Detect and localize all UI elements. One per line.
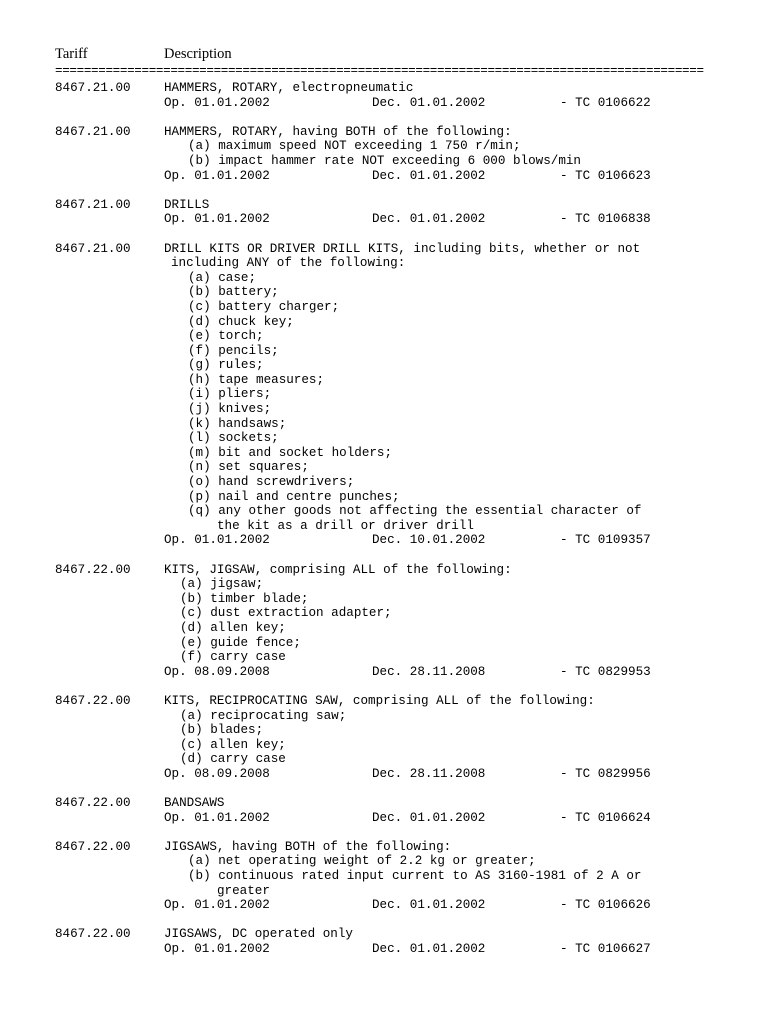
entry-line (0, 563, 768, 578)
criteria-item: (f) pencils; (188, 343, 279, 358)
tariff-concession-number: - TC 0109357 (560, 533, 651, 548)
entry-line (0, 358, 768, 373)
entry-line (0, 577, 768, 592)
entry-description: KITS, RECIPROCATING SAW, comprising ALL of the following: (164, 693, 595, 708)
entry-line (0, 125, 768, 140)
criteria-item: (n) set squares; (188, 460, 309, 475)
tariff-code: 8467.22.00 (55, 796, 131, 811)
tariff-code: 8467.22.00 (55, 562, 131, 577)
entry-line (0, 475, 768, 490)
decision-date: Dec. 10.01.2002 (372, 533, 486, 548)
criteria-item: (b) impact hammer rate NOT exceeding 6 000 blows/min (188, 153, 581, 168)
criteria-item: (p) nail and centre punches; (188, 489, 400, 504)
operative-date: Op. 01.01.2002 (164, 898, 270, 913)
criteria-item: (h) tape measures; (188, 372, 325, 387)
decision-date: Dec. 28.11.2008 (372, 766, 486, 781)
entry-line (0, 315, 768, 330)
criteria-item: (g) rules; (188, 358, 264, 373)
entry-description: DRILLS (164, 197, 210, 212)
criteria-item: (e) torch; (188, 329, 264, 344)
entry-line (0, 344, 768, 359)
kit-component-item: (a) jigsaw; (180, 577, 264, 592)
tariff-entry (0, 242, 768, 548)
tariff-concession-number: - TC 0106627 (560, 942, 651, 957)
tariff-concession-number: - TC 0829953 (560, 664, 651, 679)
header-rule: ========================================================================================== (55, 64, 704, 78)
entry-description: JIGSAWS, having BOTH of the following: (164, 839, 452, 854)
entry-line (0, 811, 768, 826)
entry-line (0, 329, 768, 344)
tariff-concession-number: - TC 0106622 (560, 95, 651, 110)
entry-line (0, 154, 768, 169)
operative-date: Op. 01.01.2002 (164, 810, 270, 825)
tariff-concession-number: - TC 0106626 (560, 898, 651, 913)
tariff-concession-number: - TC 0106624 (560, 810, 651, 825)
tariff-entry (0, 796, 768, 825)
kit-component-item: (c) dust extraction adapter; (180, 606, 392, 621)
operative-date: Op. 08.09.2008 (164, 766, 270, 781)
entry-line (0, 504, 768, 519)
entry-line (0, 840, 768, 855)
decision-date: Dec. 28.11.2008 (372, 664, 486, 679)
tariff-code: 8467.21.00 (55, 197, 131, 212)
entry-description: HAMMERS, ROTARY, electropneumatic (164, 81, 414, 95)
criteria-item: (a) maximum speed NOT exceeding 1 750 r/min; (188, 139, 521, 154)
entry-description: HAMMERS, ROTARY, having BOTH of the following: (164, 124, 512, 139)
entry-line (0, 854, 768, 869)
tariff-entry (0, 927, 768, 956)
entry-line (0, 738, 768, 753)
criteria-item: (c) battery charger; (188, 299, 340, 314)
entry-line (0, 592, 768, 607)
entry-line (0, 723, 768, 738)
tariff-entries-list (0, 81, 768, 971)
decision-date: Dec. 01.01.2002 (372, 810, 486, 825)
entry-line (0, 490, 768, 505)
entry-description: KITS, JIGSAW, comprising ALL of the following: (164, 562, 512, 577)
criteria-item: (i) pliers; (188, 387, 272, 402)
tariff-code: 8467.21.00 (55, 124, 131, 139)
kit-component-item: (d) carry case (180, 752, 286, 767)
entry-line (0, 96, 768, 111)
entry-line (0, 650, 768, 665)
entry-line (0, 752, 768, 767)
operative-date: Op. 01.01.2002 (164, 533, 270, 548)
criteria-item-continued: greater (217, 883, 270, 898)
entry-line (0, 898, 768, 913)
entry-line (0, 927, 768, 942)
tariff-entry (0, 563, 768, 680)
tariff-code: 8467.22.00 (55, 693, 131, 708)
criteria-item: (q) any other goods not affecting the essential character of (188, 504, 642, 519)
entry-line (0, 300, 768, 315)
tariff-concession-number: - TC 0829956 (560, 766, 651, 781)
entry-line (0, 533, 768, 548)
entry-line (0, 869, 768, 884)
entry-line (0, 884, 768, 899)
entry-line (0, 694, 768, 709)
column-header-tariff: Tariff (55, 46, 88, 62)
entry-line (0, 139, 768, 154)
entry-line (0, 431, 768, 446)
criteria-item: (m) bit and socket holders; (188, 445, 393, 460)
tariff-entry (0, 198, 768, 227)
tariff-entry (0, 81, 768, 110)
entry-description: JIGSAWS, DC operated only (164, 927, 353, 942)
kit-component-item: (f) carry case (180, 650, 286, 665)
operative-date: Op. 01.01.2002 (164, 168, 270, 183)
entry-line (0, 796, 768, 811)
entry-description: BANDSAWS (164, 796, 225, 811)
tariff-code: 8467.22.00 (55, 927, 131, 942)
criteria-item: (b) battery; (188, 285, 279, 300)
entry-line (0, 606, 768, 621)
entry-line (0, 665, 768, 680)
decision-date: Dec. 01.01.2002 (372, 95, 486, 110)
entry-description: DRILL KITS OR DRIVER DRILL KITS, including bits, whether or not (164, 241, 641, 256)
column-header-description: Description (164, 46, 232, 62)
kit-component-item: (a) reciprocating saw; (180, 708, 347, 723)
entry-line (0, 636, 768, 651)
kit-component-item: (d) allen key; (180, 620, 286, 635)
entry-line (0, 212, 768, 227)
decision-date: Dec. 01.01.2002 (372, 942, 486, 957)
entry-line (0, 767, 768, 782)
criteria-item: (j) knives; (188, 402, 272, 417)
entry-line (0, 271, 768, 286)
entry-line (0, 285, 768, 300)
entry-line (0, 242, 768, 257)
criteria-item: (k) handsaws; (188, 416, 287, 431)
tariff-code: 8467.21.00 (55, 81, 131, 95)
entry-line (0, 446, 768, 461)
criteria-item-continued: the kit as a drill or driver drill (217, 518, 474, 533)
kit-component-item: (c) allen key; (180, 737, 286, 752)
decision-date: Dec. 01.01.2002 (372, 168, 486, 183)
kit-component-item: (b) blades; (180, 723, 264, 738)
criteria-item: (l) sockets; (188, 431, 279, 446)
entry-line (0, 387, 768, 402)
operative-date: Op. 01.01.2002 (164, 942, 270, 957)
entry-line (0, 402, 768, 417)
criteria-item: (b) continuous rated input current to AS 3160-1981 of 2 A or (188, 869, 642, 884)
entry-line (0, 81, 768, 96)
entry-line (0, 709, 768, 724)
tariff-entry (0, 694, 768, 782)
criteria-item: (d) chuck key; (188, 314, 294, 329)
operative-date: Op. 01.01.2002 (164, 95, 270, 110)
entry-line (0, 373, 768, 388)
entry-line (0, 256, 768, 271)
operative-date: Op. 08.09.2008 (164, 664, 270, 679)
decision-date: Dec. 01.01.2002 (372, 212, 486, 227)
kit-component-item: (e) guide fence; (180, 635, 301, 650)
entry-line (0, 460, 768, 475)
tariff-code: 8467.22.00 (55, 839, 131, 854)
entry-line (0, 942, 768, 957)
entry-line (0, 519, 768, 534)
criteria-item: (o) hand screwdrivers; (188, 475, 355, 490)
tariff-concession-number: - TC 0106838 (560, 212, 651, 227)
kit-component-item: (b) timber blade; (180, 591, 309, 606)
entry-line (0, 198, 768, 213)
tariff-entry (0, 125, 768, 183)
tariff-entry (0, 840, 768, 913)
decision-date: Dec. 01.01.2002 (372, 898, 486, 913)
tariff-code: 8467.21.00 (55, 241, 131, 256)
criteria-item: (a) net operating weight of 2.2 kg or greater; (188, 854, 536, 869)
entry-description-continued: including ANY of the following: (171, 256, 406, 271)
entry-line (0, 417, 768, 432)
entry-line (0, 169, 768, 184)
tariff-concession-number: - TC 0106623 (560, 168, 651, 183)
criteria-item: (a) case; (188, 270, 257, 285)
operative-date: Op. 01.01.2002 (164, 212, 270, 227)
entry-line (0, 621, 768, 636)
